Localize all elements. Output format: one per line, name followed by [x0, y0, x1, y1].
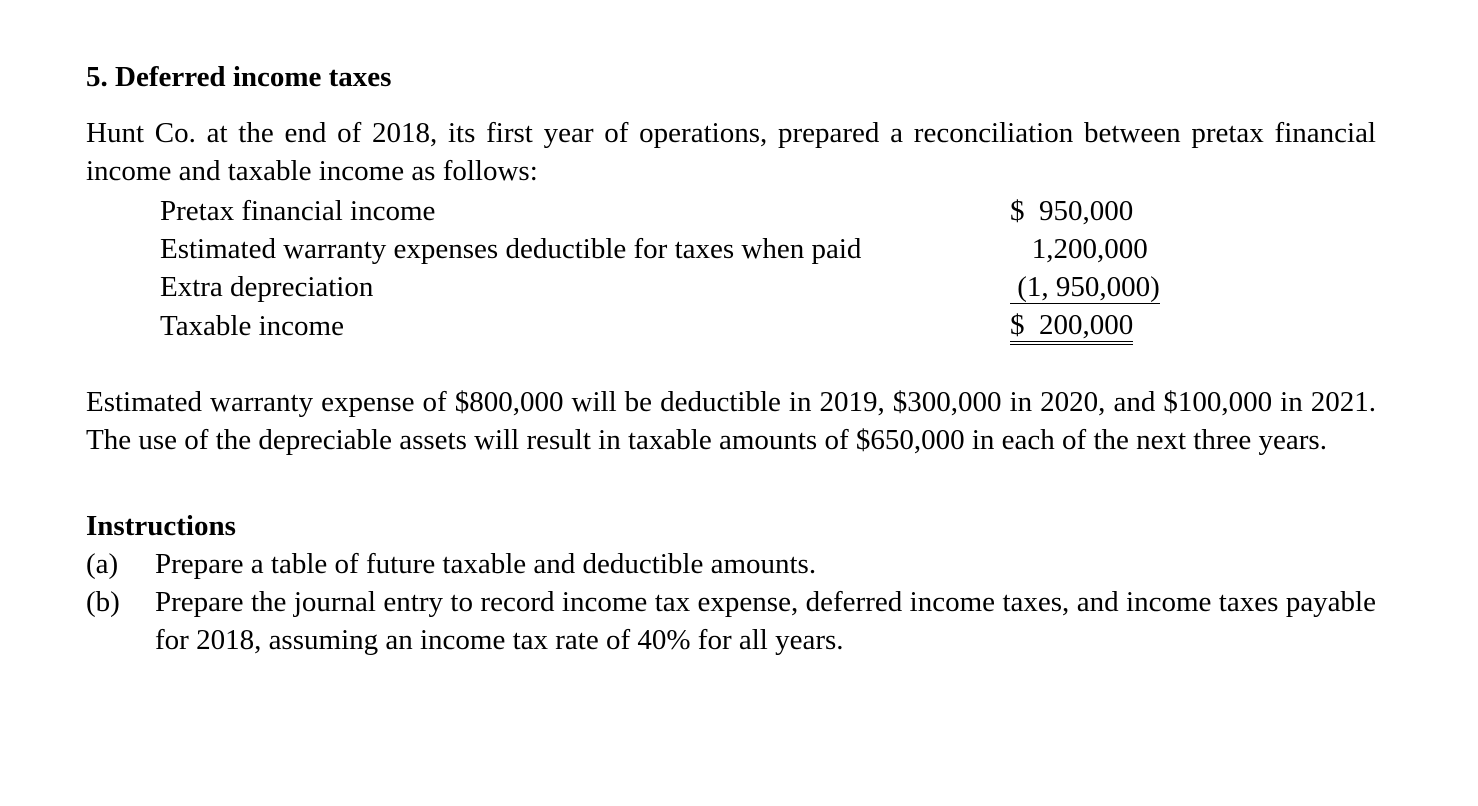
- instruction-letter: (a): [86, 548, 119, 580]
- reconciliation-label: Extra depreciation: [160, 271, 374, 303]
- instruction-text: Prepare the journal entry to record income tax expense, deferred income taxes, and income taxes payable for 2018, assuming an income tax rate of 40% for all years.: [155, 586, 1376, 656]
- reconciliation-label: Estimated warranty expenses deductible for taxes when paid: [160, 233, 862, 265]
- taxable-income-amount: $ 200,000: [1010, 309, 1133, 345]
- instruction-item: [86, 583, 1376, 659]
- problem-title: 5. Deferred income taxes: [86, 61, 392, 93]
- reconciliation-table: [160, 192, 1190, 345]
- instructions-list: [86, 545, 1376, 659]
- reconciliation-label: Pretax financial income: [160, 195, 436, 227]
- reconciliation-row: [160, 192, 1190, 230]
- problem-document: [86, 58, 1376, 659]
- depreciation-amount: (1, 950,000): [1010, 271, 1160, 303]
- instruction-text: Prepare a table of future taxable and deductible amounts.: [155, 548, 817, 580]
- reconciliation-amount: [1010, 230, 1190, 268]
- instruction-item: [86, 545, 1376, 583]
- instruction-letter: (b): [86, 586, 120, 618]
- reconciliation-amount: [1010, 192, 1190, 230]
- reconciliation-row: [160, 306, 1190, 345]
- reconciliation-label: Taxable income: [160, 310, 344, 342]
- reconciliation-amount: [1010, 268, 1190, 306]
- warranty-amount: 1,200,000: [1010, 233, 1148, 265]
- estimate-paragraph: Estimated warranty expense of $800,000 will be deductible in 2019, $300,000 in 2020, and $100,000 in 2021. The use of the depreciable assets will result in taxable amounts of $650,000 in each of the next three years.: [86, 386, 1376, 456]
- pretax-income-amount: $ 950,000: [1010, 195, 1134, 227]
- reconciliation-amount: [1010, 306, 1190, 345]
- reconciliation-row: [160, 230, 1190, 268]
- intro-paragraph: Hunt Co. at the end of 2018, its first year of operations, prepared a reconciliation between pretax financial income and taxable income as follows:: [86, 117, 1376, 187]
- instructions-heading: Instructions: [86, 510, 236, 542]
- reconciliation-row: [160, 268, 1190, 306]
